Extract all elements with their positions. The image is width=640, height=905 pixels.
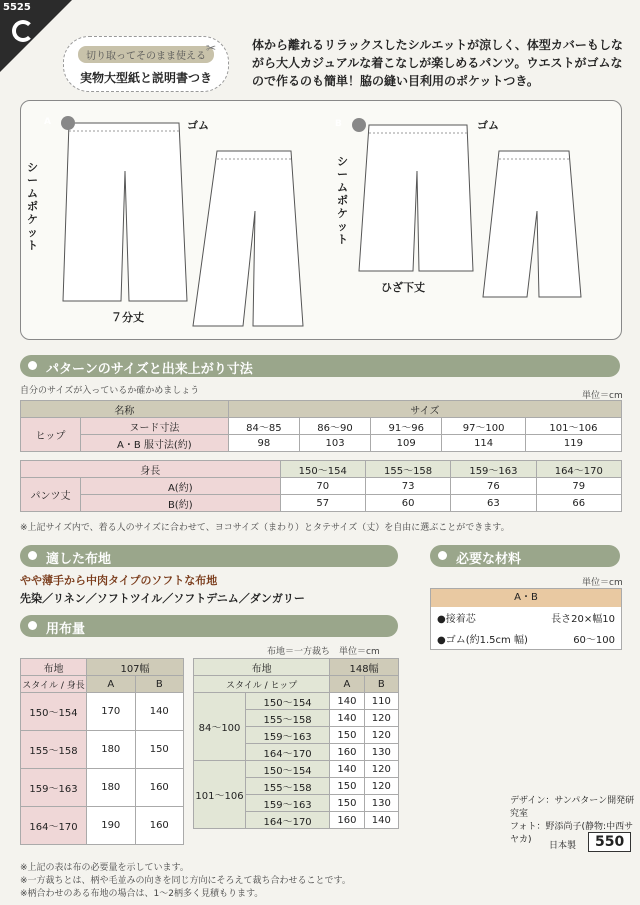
style-hip-head: スタイル / ヒップ: [194, 676, 330, 693]
cell: 150〜154: [21, 693, 87, 731]
yardage-note-1: ※上記の表は布の必要量を示しています。: [20, 863, 189, 873]
cell: 66: [536, 495, 621, 512]
cell: 150: [135, 731, 184, 769]
size-check-note: 自分のサイズが入っているか確かめましょう: [20, 386, 200, 396]
fabric-head: 布地: [194, 659, 330, 676]
cell: 155〜158: [21, 731, 87, 769]
cell: 160: [135, 807, 184, 845]
cell: 98: [228, 435, 299, 452]
cell: 57: [280, 495, 365, 512]
cell: 150〜154: [246, 761, 330, 778]
cell: 180: [87, 731, 136, 769]
cut-small: 切り取ってそのまま使える: [78, 46, 214, 63]
materials-head: A・B: [431, 589, 621, 607]
hip-range-2: 101〜106: [194, 761, 246, 829]
hip-range-1: 84〜100: [194, 693, 246, 761]
yardage-table-107: [20, 658, 184, 845]
height-label: 身長: [66, 680, 85, 691]
cell: 180: [87, 769, 136, 807]
cell: 150: [330, 795, 364, 812]
materials-unit: 単位＝cm: [582, 578, 623, 588]
cell: 119: [525, 435, 621, 452]
label-b-marker: [352, 118, 366, 132]
materials-box: [430, 588, 622, 650]
cell: 101〜106: [525, 418, 621, 435]
cell: 160: [135, 769, 184, 807]
cell: 79: [536, 478, 621, 495]
size-footnote: ※上記サイズ内で、着る人のサイズに合わせて、ヨコサイズ（まわり）とタテサイズ（丈）を自由に選ぶことができます。: [20, 523, 510, 533]
cell: 170: [87, 693, 136, 731]
design-credit: デザイン：サンパターン開発研究室: [510, 796, 635, 819]
cell: 84〜85: [228, 418, 299, 435]
cell: 73: [365, 478, 450, 495]
style-height-head: スタイル / 身長: [21, 676, 87, 693]
mat-r2r: 60〜100: [573, 635, 615, 646]
b-row-label: B(約): [81, 495, 281, 512]
cell: 150: [330, 727, 364, 744]
cell: 150〜154: [246, 693, 330, 710]
style-label: スタイル: [225, 680, 262, 691]
style-label: スタイル: [22, 680, 59, 691]
cut-big: 実物大型紙と説明書つき: [79, 71, 212, 85]
a-row-label: A(約): [81, 478, 281, 495]
price-number: 550: [588, 832, 631, 852]
cell: 120: [364, 727, 398, 744]
cell: 164〜170: [536, 461, 621, 478]
cell: 76: [451, 478, 536, 495]
size-section-title: パターンのサイズと出来上がり寸法: [20, 355, 620, 377]
h-size: サイズ: [228, 401, 621, 418]
cell: 155〜158: [246, 710, 330, 727]
cell: 91〜96: [371, 418, 442, 435]
intro-text: 体から離れるリラックスしたシルエットが涼しく、体型カバーもしながら大人カジュアルな着こなしが楽しめるパンツ。ウエストがゴムなので作るのも簡単！脇の縫い目利用のポケットつき。: [252, 38, 623, 88]
hip-label: ヒップ: [21, 418, 81, 452]
cell: 97〜100: [442, 418, 526, 435]
fabric-line1: やや薄手から中肉タイプのソフトな布地: [20, 574, 218, 587]
gomu-a: ゴム: [187, 119, 209, 132]
pocket-b: シームポケット: [337, 155, 348, 246]
cell: 140: [330, 710, 364, 727]
length-a: ７分丈: [111, 311, 144, 324]
cell: 60: [365, 495, 450, 512]
cell: 155〜158: [246, 778, 330, 795]
illustration-panel: [20, 100, 622, 340]
fabric-head: 布地: [21, 659, 87, 676]
mat-r1r: 長さ20×幅10: [551, 614, 615, 625]
cell: 159〜163: [21, 769, 87, 807]
yardage-note-2: ※一方裁ちとは、柄や毛並みの向きを同じ方向にそろえて裁ち合わせることです。: [20, 876, 351, 886]
length-b: ひざ下丈: [381, 281, 425, 294]
cell: 140: [135, 693, 184, 731]
pants-illustration: [21, 101, 621, 339]
size-table: [20, 400, 622, 452]
cell: 150: [330, 778, 364, 795]
logo-icon: [12, 20, 34, 42]
cell: 164〜170: [21, 807, 87, 845]
col-b: B: [364, 676, 398, 693]
cell: 110: [364, 693, 398, 710]
cell: 109: [371, 435, 442, 452]
scissors-icon: ✂: [205, 41, 216, 55]
cell: 114: [442, 435, 526, 452]
nude-label: ヌード寸法: [80, 418, 228, 435]
mat-r1l: ●接着芯: [437, 614, 476, 625]
h-name: 名称: [21, 401, 229, 418]
size-unit: 単位＝cm: [582, 391, 623, 401]
ab-label: A・B 服寸法(約): [80, 435, 228, 452]
cell: 140: [330, 693, 364, 710]
col-a: A: [330, 676, 364, 693]
cell: 155〜158: [365, 461, 450, 478]
yardage-table-148: [193, 658, 399, 829]
photo-credit: フォト：野添尚子(静物:中西サヤカ): [510, 822, 634, 845]
cell: 159〜163: [451, 461, 536, 478]
pocket-a: シームポケット: [27, 161, 38, 252]
pattern-code: 5525: [3, 2, 31, 13]
cell: 190: [87, 807, 136, 845]
cell: 150〜154: [280, 461, 365, 478]
col-b: B: [135, 676, 184, 693]
cell: 130: [364, 744, 398, 761]
cell: 120: [364, 778, 398, 795]
cell: 164〜170: [246, 812, 330, 829]
pants-label: パンツ丈: [21, 478, 81, 512]
made-in: 日本製: [549, 841, 577, 851]
cell: 160: [330, 812, 364, 829]
cell: 86〜90: [299, 418, 370, 435]
height-label: 身長: [21, 461, 281, 478]
cell: 120: [364, 710, 398, 727]
cell: 120: [364, 761, 398, 778]
mat-r2l: ●ゴム(約1.5cm 幅): [437, 635, 528, 646]
cell: 164〜170: [246, 744, 330, 761]
width-107: 107幅: [87, 659, 184, 676]
col-a: A: [87, 676, 136, 693]
gomu-b: ゴム: [477, 119, 499, 132]
hip-label: ヒップ: [270, 680, 298, 691]
cell: 159〜163: [246, 727, 330, 744]
cell: 63: [451, 495, 536, 512]
cell: 70: [280, 478, 365, 495]
cell: 130: [364, 795, 398, 812]
cut-out-label: [63, 36, 229, 92]
cell: 140: [330, 761, 364, 778]
label-a: A: [44, 117, 51, 127]
yardage-note-3: ※柄合わせのある布地の場合は、1〜2柄多く見積もります。: [20, 889, 264, 899]
yardage-note: 布地＝一方裁ち 単位＝cm: [267, 647, 380, 657]
cell: 159〜163: [246, 795, 330, 812]
cell: 140: [364, 812, 398, 829]
label-a-marker: [61, 116, 75, 130]
width-148: 148幅: [330, 659, 399, 676]
cell: 160: [330, 744, 364, 761]
fabric-line2: 先染／リネン／ソフトツイル／ソフトデニム／ダンガリー: [20, 592, 305, 605]
label-b: B: [335, 119, 342, 129]
height-table: [20, 460, 622, 512]
cell: 103: [299, 435, 370, 452]
yardage-title: 用布量: [20, 615, 398, 637]
fabric-title: 適した布地: [20, 545, 398, 567]
materials-title: 必要な材料: [430, 545, 620, 567]
